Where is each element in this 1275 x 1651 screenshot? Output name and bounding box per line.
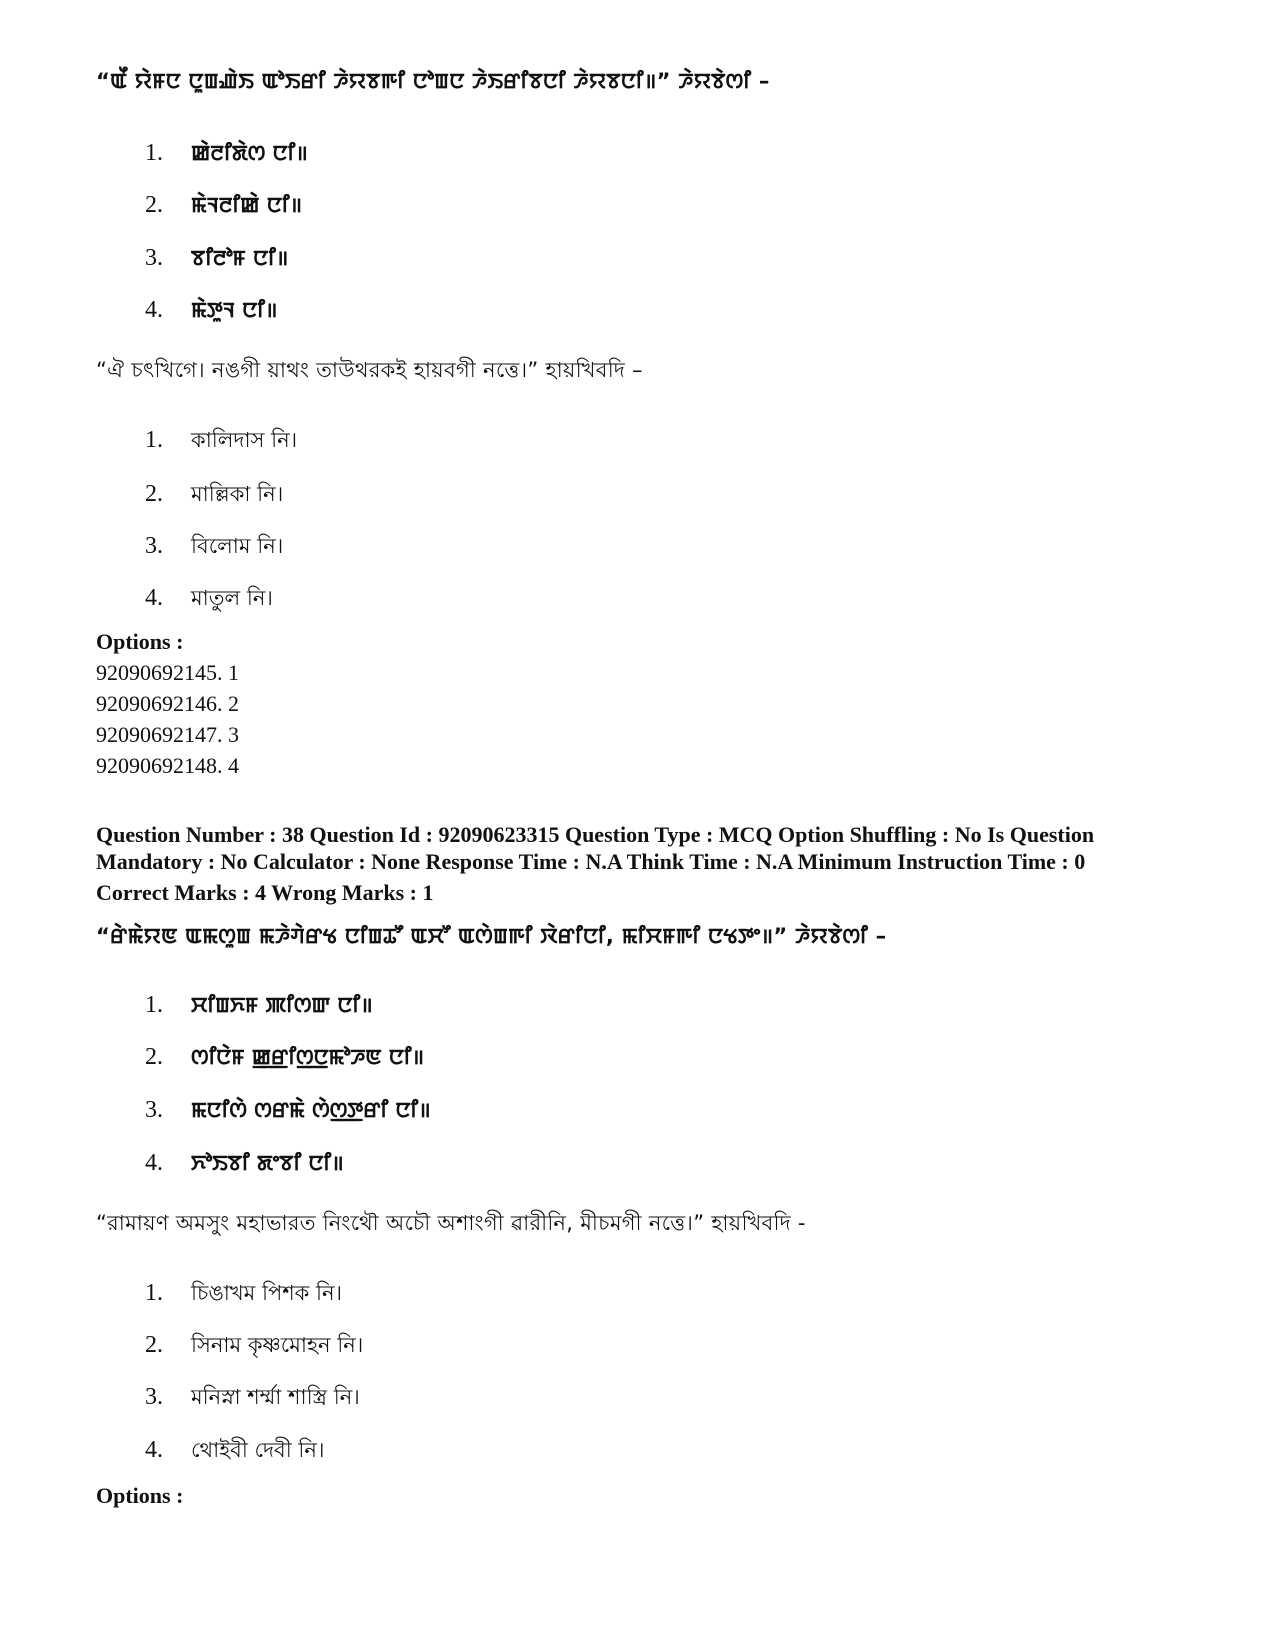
option-text: চিঙাখম পিশক নি। [191,1281,343,1305]
option-item [145,1095,431,1124]
option-number: 1. [145,140,163,166]
question-metadata [96,821,1196,906]
option-item [145,424,297,459]
option-number: 4. [145,585,163,611]
option-item [145,1148,344,1177]
option-number: 1. [145,1280,163,1306]
option-number: 1. [145,992,163,1018]
option-item [145,1329,363,1364]
option-number: 2. [145,1332,163,1358]
option-item [145,1277,342,1312]
option-text: মাতুল নি। [191,586,273,610]
option-text: কালিদাস নি। [191,428,298,452]
option-item [145,1434,324,1469]
options-label: Options : [96,629,184,654]
option-text: ꯃꯅꯤꯁꯥ ꯁꯔꯃꯥ ꯁꯥꯁ꯭ꯇꯔꯤ ꯅꯤ॥ [191,1098,431,1122]
option-text: ꯕꯤꯂꯣꯝ ꯅꯤ॥ [191,246,289,270]
option-number: 3. [145,245,163,271]
option-text: ꯁꯤꯅꯥꯝ ꯀ꯭ꯔꯤꯁ꯭ꯅꯃꯣꯍꯟ ꯅꯤ॥ [191,1045,425,1069]
option-id: 92090692146. 2 [96,691,239,716]
option-number: 3. [145,1097,163,1123]
question-bengali: “রামায়ণ অমসুং মহাভারত নিংথৌ অচৌ অশাংগী ৱারীনি, মীচমগী নত্তে।” হায়খিবদি - [96,1211,806,1235]
option-item [145,1042,424,1071]
option-number: 4. [145,297,163,323]
option-number: 1. [145,427,163,453]
metadata-line: Mandatory : No Calculator : None Response Time : N.A Think Time : N.A Minimum Instruction Time : 0 [96,849,1086,874]
option-id: 92090692145. 1 [96,660,239,685]
option-number: 3. [145,533,163,559]
option-number: 4. [145,1150,163,1176]
metadata-line: Question Number : 38 Question Id : 92090623315 Question Type : MCQ Option Shuffling : No Is Question [96,822,1095,847]
option-text: সিনাম কৃষ্ণমোহন নি। [191,1333,364,1357]
option-item [145,190,302,219]
question-bengali: “ঐ চৎখিগে। নঙগী য়াথং তাউথরকই হায়বগী নত্তে।” হায়খিবদি – [96,358,643,382]
option-text: ꯆꯤꯡꯈꯝ ꯄꯤꯁꯛ ꯅꯤ॥ [191,993,373,1017]
option-id: 92090692148. 4 [96,753,239,778]
option-number: 2. [145,192,163,218]
option-item [145,990,373,1019]
question-meitei-mayek: “ꯔꯥꯃꯥꯌꯟ ꯑꯃꯁꯨꯡ ꯃꯍꯥꯚꯥꯔꯠ ꯅꯤꯡꯊꯧ ꯑꯆꯧ ꯑꯁꯥꯡꯒꯤ ꯋꯥꯔꯤꯅꯤ, ꯃꯤꯆꯝꯒꯤ ꯅꯠꯇꯦ॥” ꯍꯥꯌꯕꯥꯁꯤ – [96,924,887,948]
option-text: বিলোম নি। [191,534,284,558]
option-text: ꯃꯥꯜꯂꯤꯀꯥ ꯅꯤ॥ [191,193,303,217]
option-id: 92090692147. 3 [96,722,239,747]
option-item [145,478,283,513]
marks-line: Correct Marks : 4 Wrong Marks : 1 [96,880,434,905]
option-item [145,530,283,565]
option-text: ꯃꯥꯇꯨꯜ ꯅꯤ॥ [191,298,278,322]
options-label: Options : [96,1483,184,1508]
option-item [145,138,308,167]
option-text: ꯈꯣꯏꯕꯤ ꯗꯦꯕꯤ ꯅꯤ॥ [191,1151,344,1175]
option-item [145,1381,360,1416]
option-item [145,243,288,272]
option-number: 4. [145,1437,163,1463]
option-number: 3. [145,1384,163,1410]
option-text: মনিস্না শর্ম্মা শাস্ত্রি নি। [191,1385,360,1409]
option-text: থোইবী দেবী নি। [191,1438,325,1462]
option-text: মাল্লিকা নি। [191,482,284,506]
option-item [145,582,273,617]
option-text: ꯀꯥꯂꯤꯗꯥꯁ ꯅꯤ॥ [191,141,308,165]
question-meitei-mayek: “ꯑꯩ ꯌꯥꯝꯅ ꯅꯨꯡꯉꯥꯏ ꯑꯣꯏꯔꯤ ꯍꯥꯌꯕꯒꯤ ꯅꯣꯡꯅ ꯍꯥꯏꯔꯤꯕꯅꯤ ꯍꯥꯌꯕꯅꯤ॥” ꯍꯥꯌꯕꯥꯁꯤ – [96,69,770,93]
option-item [145,295,277,324]
option-number: 2. [145,481,163,507]
option-number: 2. [145,1044,163,1070]
